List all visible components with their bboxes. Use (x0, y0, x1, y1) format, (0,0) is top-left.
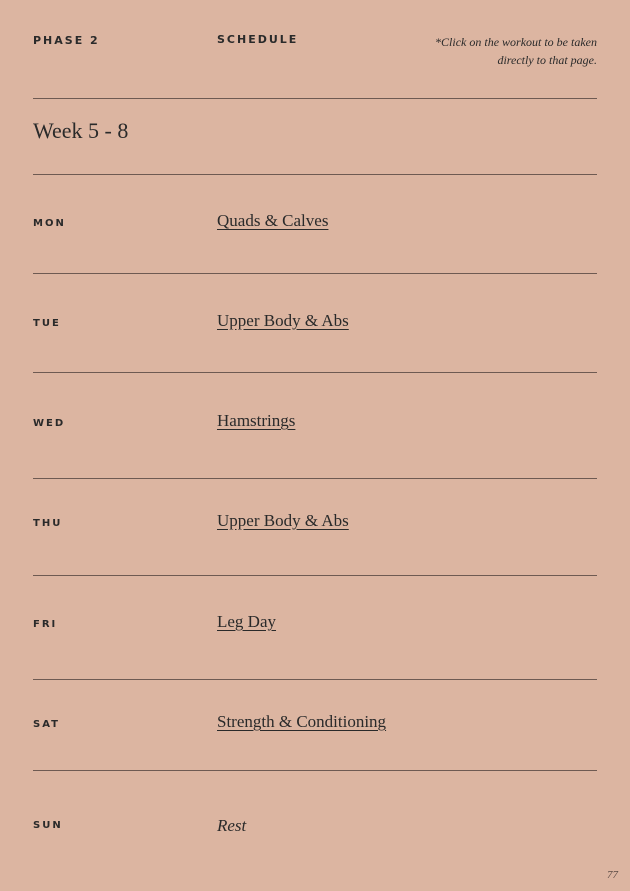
workout-link-tue[interactable]: Upper Body & Abs (217, 311, 349, 330)
row-divider (33, 372, 597, 373)
row-divider (33, 478, 597, 479)
day-label-wed: WED (33, 418, 66, 429)
week-title: Week 5 - 8 (33, 118, 129, 143)
rest-day-text: Rest (217, 816, 247, 835)
week-divider (33, 174, 597, 175)
day-label-sat: SAT (33, 719, 60, 730)
page-number: 77 (607, 869, 618, 881)
row-divider (33, 575, 597, 576)
workout-link-wed[interactable]: Hamstrings (217, 411, 296, 430)
note-line-1: *Click on the workout to be taken (435, 35, 597, 49)
phase-label: PHASE 2 (33, 34, 100, 47)
schedule-label: SCHEDULE (217, 33, 299, 46)
day-label-mon: MON (33, 218, 66, 229)
row-divider (33, 679, 597, 680)
row-divider (33, 273, 597, 274)
click-instruction-note (397, 33, 597, 69)
day-label-sun: SUN (33, 820, 63, 831)
workout-link-mon[interactable]: Quads & Calves (217, 211, 329, 230)
day-label-tue: TUE (33, 318, 61, 329)
workout-link-fri[interactable]: Leg Day (217, 612, 277, 631)
workout-link-sat[interactable]: Strength & Conditioning (217, 712, 387, 731)
note-line-2: directly to that page. (497, 53, 597, 67)
row-divider (33, 770, 597, 771)
day-label-fri: FRI (33, 619, 58, 630)
header-divider (33, 98, 597, 99)
day-label-thu: THU (33, 518, 63, 529)
workout-link-thu[interactable]: Upper Body & Abs (217, 511, 349, 530)
